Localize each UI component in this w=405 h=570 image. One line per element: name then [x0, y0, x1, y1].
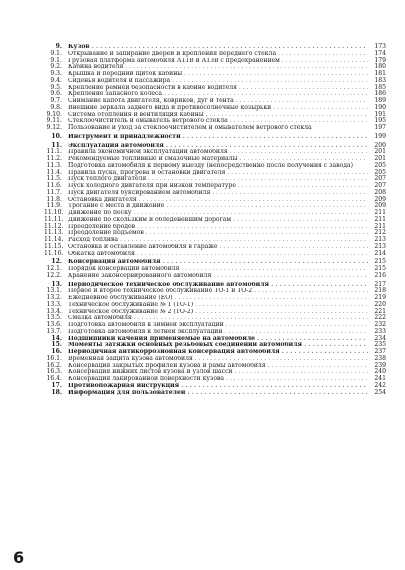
toc-entry-title: Обкатка автомобиля . . . [68, 251, 368, 258]
toc-entry-title: Преодоление подъемов . . . [68, 230, 368, 237]
toc-entry [44, 302, 386, 309]
toc-entry [44, 342, 386, 349]
toc-entry-page: 205 [374, 161, 386, 169]
toc-entry-title: Внешние зеркала заднего вида и противосолнечные козырьки . . . [68, 105, 368, 112]
toc-entry-page: 174 [374, 49, 386, 57]
toc-entry-page: 221 [374, 307, 386, 315]
toc-entry [44, 64, 386, 71]
toc-entry [44, 266, 386, 273]
toc-entry [44, 58, 386, 65]
toc-entry-page: 189 [374, 97, 386, 104]
toc-entry-title: Консервация нижних листов кузова и узлов шасси . . . [68, 369, 368, 376]
toc-entry-title: Пуск холодного двигателя при низкой температуре . . . [68, 183, 368, 190]
toc-entry [44, 44, 386, 51]
toc-entry-number: 10. [51, 132, 62, 140]
toc-entry [44, 390, 386, 397]
toc-entry-page: 233 [374, 327, 386, 335]
toc-entry-number: 13.5. [46, 314, 62, 322]
toc-entry-page: 195 [374, 117, 386, 125]
toc-entry [44, 217, 386, 224]
toc-entry-page: 209 [374, 202, 386, 210]
toc-entry-number: 16. [51, 348, 62, 355]
toc-entry-title: Грузовая платформа автомобиля А11В и А13В с предохранением . . . [68, 58, 368, 65]
toc-entry [44, 329, 386, 336]
toc-entry [44, 336, 386, 343]
toc-entry-number: 18. [51, 388, 62, 396]
toc-entry-title: Преодоление бродов . . . [68, 224, 368, 231]
page-number: 6 [13, 548, 25, 567]
toc-entry-number: 14. [51, 334, 62, 342]
toc-entry-title: Временная защита кузова автомобиля . . . [68, 356, 368, 363]
toc-entry-page: 218 [374, 287, 386, 295]
toc-entry-number: 9.2. [50, 63, 62, 71]
toc-entry-title: Инструмент и принадлежности . . . [68, 134, 368, 141]
toc-entry [44, 125, 386, 132]
toc-entry-number: 9.8. [50, 103, 62, 111]
toc-entry-number: 11.12. [44, 222, 64, 230]
toc-entry [44, 134, 386, 141]
toc-entry-title: Смазка автомобиля . . . [68, 315, 368, 322]
toc-entry-number: 11.3. [46, 161, 62, 169]
toc-entry-number: 13.2. [46, 294, 62, 301]
toc-entry-title: Эксплуатация автомобиля . . . [68, 143, 368, 150]
toc-entry-page: 215 [374, 258, 386, 266]
toc-entry [44, 203, 386, 210]
toc-entry-number: 9.1. [50, 56, 62, 64]
toc-entry [44, 383, 386, 390]
toc-entry-title: Пуск двигателя буксированием автомобиля . . . [68, 190, 368, 197]
toc-entry-number: 16.1. [46, 354, 62, 362]
toc-entry-page: 209 [374, 195, 386, 203]
toc-entry [44, 51, 386, 58]
toc-entry-page: 191 [374, 110, 386, 118]
toc-entry-page: 173 [374, 43, 386, 50]
toc-entry [44, 91, 386, 98]
toc-entry-title: Открывание и запирание дверей и крепления переднего стекла . . . [68, 51, 368, 58]
toc-entry-title: Хранение законсервированного автомобиля . . . [68, 273, 368, 280]
toc-entry [44, 237, 386, 244]
toc-entry-title: Движение по песку . . . [68, 210, 368, 217]
toc-entry-page: 240 [374, 368, 386, 376]
toc-entry-number: 11.15. [44, 242, 64, 250]
toc-entry-page: 238 [374, 354, 386, 362]
toc-entry-title: Крепление запасного колеса . . . [68, 91, 368, 98]
toc-entry-page: 181 [374, 70, 386, 77]
toc-entry-number: 11.4. [46, 168, 62, 176]
toc-entry-number: 9.3. [50, 70, 62, 77]
toc-entry-title: Техническое обслуживание № 1 (ТО-1) . . . [68, 302, 368, 309]
toc-entry-title: Первое и второе техническое обслуживание ТО-1 и ТО-2 . . . [68, 288, 368, 295]
toc-entry-number: 13.6. [46, 321, 62, 328]
toc-entry-title: Крепление ремней безопасности в кабине водителя . . . [68, 85, 368, 92]
toc-entry-page: 207 [374, 175, 386, 183]
toc-entry [44, 197, 386, 204]
toc-entry-number: 16.3. [46, 368, 62, 376]
toc-entry-page: 239 [374, 361, 386, 369]
toc-entry-page: 180 [374, 63, 386, 71]
toc-entry-number: 11.9. [46, 202, 62, 210]
toc-entry-title: Движение по скользким и обледеневшим дорогам . . . [68, 217, 368, 224]
toc-entry [44, 309, 386, 316]
toc-entry-number: 13.1. [46, 287, 62, 295]
toc-entry-number: 11.5. [46, 175, 62, 183]
toc-entry-number: 13.3. [46, 300, 62, 308]
toc-entry-number: 13.4. [46, 307, 62, 315]
toc-entry-number: 11.1. [46, 148, 62, 156]
toc-entry [44, 322, 386, 329]
toc-entry [44, 288, 386, 295]
toc-entry-page: 213 [374, 242, 386, 250]
toc-entry-title: Подготовка автомобиля к первому выезду (непосредственно после получения с завода) [68, 161, 353, 169]
toc-entry-number: 12.2. [46, 271, 62, 279]
toc-entry-page: 216 [374, 271, 386, 279]
toc-entry-page: 190 [374, 103, 386, 111]
toc-entry-title: Трогание с места и движение . . . [68, 203, 368, 210]
toc-entry [44, 210, 386, 217]
toc-entry-number: 16.2. [46, 361, 62, 369]
toc-entry-title: Расход топлива . . . [68, 237, 368, 244]
toc-entry-page: 217 [374, 280, 386, 288]
table-of-contents [44, 44, 386, 396]
toc-entry-page: 214 [374, 249, 386, 257]
toc-entry-title: Сиденья водителя и пассажира . . . [68, 78, 368, 85]
toc-entry [44, 98, 386, 105]
toc-entry [44, 244, 386, 251]
toc-entry-number: 9.12. [46, 124, 62, 131]
toc-entry-title: Снимание капота двигателя, ковриков, дуг и тента . . . [68, 98, 368, 105]
toc-entry-page: 201 [374, 155, 386, 162]
toc-entry-number: 12. [51, 258, 62, 266]
toc-entry [44, 163, 386, 170]
toc-entry-title: Консервация автомобиля . . . [68, 259, 368, 266]
toc-entry-page: 211 [374, 222, 386, 230]
toc-entry-page: 254 [374, 388, 386, 396]
toc-entry-number: 9. [55, 43, 62, 50]
toc-entry-page: 201 [374, 148, 386, 156]
toc-entry [44, 259, 386, 266]
toc-entry-title: Техническое обслуживание № 2 (ТО-2) . . . [68, 309, 368, 316]
toc-entry-title: Периодическое техническое обслуживание автомобиля . . . [68, 282, 368, 289]
toc-entry [44, 105, 386, 112]
toc-entry [44, 190, 386, 197]
toc-entry-number: 11.8. [46, 195, 62, 203]
toc-entry-number: 9.10. [46, 110, 62, 118]
toc-entry [44, 71, 386, 78]
toc-entry-title: Правила пуска, прогрева и остановки двигателя . . . [68, 170, 368, 177]
toc-entry-number: 12.1. [46, 265, 62, 272]
toc-entry [44, 112, 386, 119]
toc-entry-number: 9.6. [50, 90, 62, 98]
toc-entry-page: 207 [374, 182, 386, 189]
toc-entry-title: Кузов . . . [68, 44, 368, 51]
toc-entry-page: 237 [374, 348, 386, 355]
toc-entry [44, 282, 386, 289]
toc-entry [44, 376, 386, 383]
toc-entry-page: 200 [374, 141, 386, 149]
toc-entry [44, 315, 386, 322]
toc-entry [44, 369, 386, 376]
toc-entry-title: Ежедневное обслуживание (ЕО) . . . [68, 295, 368, 302]
toc-entry [44, 149, 386, 156]
toc-entry-title: Подготовка автомобиля к зимней эксплуатации . . . [68, 322, 368, 329]
toc-entry-page: 186 [374, 90, 386, 98]
toc-entry-page: 212 [374, 229, 386, 237]
toc-entry-page: 242 [374, 381, 386, 389]
toc-entry-title: Подготовка автомобиля к летней эксплуатации . . . [68, 329, 368, 336]
toc-entry-number: 11.6. [46, 182, 62, 189]
toc-entry-page: 232 [374, 321, 386, 328]
toc-entry-number: 15. [51, 341, 62, 349]
toc-entry-page: 219 [374, 294, 386, 301]
toc-entry [44, 356, 386, 363]
toc-entry [44, 143, 386, 150]
toc-entry-title: Противопожарная инструкция . . . [68, 383, 368, 390]
toc-entry-number: 9.1. [50, 49, 62, 57]
toc-entry-page: 199 [374, 132, 386, 140]
toc-entry-number: 9.11. [46, 117, 62, 125]
toc-entry-page: 235 [374, 341, 386, 349]
toc-entry-title: Система отопления и вентиляция кабины . . . [68, 112, 368, 119]
toc-entry-page: 179 [374, 56, 386, 64]
toc-entry-page: 185 [374, 83, 386, 91]
toc-entry-page: 220 [374, 300, 386, 308]
toc-entry-page: 234 [374, 334, 386, 342]
toc-entry-number: 16.4. [46, 375, 62, 382]
toc-entry-number: 11.2. [46, 155, 62, 162]
toc-entry [44, 176, 386, 183]
toc-entry-page: 215 [374, 265, 386, 272]
toc-entry [44, 295, 386, 302]
toc-entry [44, 224, 386, 231]
toc-entry-title: Пользование и уход за стеклоочистителем и омывателем ветрового стекла [68, 124, 312, 131]
toc-entry-number: 11.10. [44, 209, 64, 216]
toc-entry-title: Периодичная антикоррозионная консервация автомобиля . . . [68, 349, 368, 356]
toc-entry-page: 183 [374, 76, 386, 84]
toc-entry-number: 13. [51, 280, 62, 288]
toc-entry-number: 9.5. [50, 83, 62, 91]
toc-entry-title: Порядок консервации автомобиля . . . [68, 266, 368, 273]
toc-entry-title: Стеклоочиститель и омыватель ветрового стекла . . . [68, 118, 368, 125]
toc-entry-page: 211 [374, 209, 386, 216]
toc-entry-number: 9.7. [50, 97, 62, 104]
toc-entry-title: Консервация лакированной поверхности кузова . . . [68, 376, 368, 383]
toc-entry-title: Пуск теплого двигателя . . . [68, 176, 368, 183]
toc-entry-number: 9.4. [50, 76, 62, 84]
toc-entry [44, 85, 386, 92]
toc-entry [44, 251, 386, 258]
toc-entry-number: 11.11. [44, 215, 64, 223]
toc-entry-number: 13.7. [46, 327, 62, 335]
toc-entry [44, 363, 386, 370]
toc-entry-title: Рекомендуемые топливные и смазочные материалы . . . [68, 156, 368, 163]
toc-entry-title: Правила экономичной эксплуатации автомобиля . . . [68, 149, 368, 156]
toc-entry [44, 230, 386, 237]
toc-entry-page: 211 [374, 215, 386, 223]
toc-entry-title: Подшипники качения применяемые на автомобиле . . . [68, 336, 368, 343]
toc-entry-page: 208 [374, 188, 386, 196]
toc-entry [44, 183, 386, 190]
toc-entry-title: Моменты затяжки основных резьбовых соединений автомобиля . . . [68, 342, 368, 349]
toc-entry-title: Кабина водителя . . . [68, 64, 368, 71]
toc-entry [44, 349, 386, 356]
toc-entry-title: Консервация закрытых профилей кузова и рамы автомобиля . . . [68, 363, 368, 370]
toc-entry-title: Остановка двигателя . . . [68, 197, 368, 204]
toc-entry-number: 11.14. [44, 236, 64, 243]
toc-entry [44, 273, 386, 280]
toc-entry-title: Информация для пользователей . . . [68, 390, 368, 397]
toc-entry [44, 78, 386, 85]
toc-entry-page: 241 [374, 375, 386, 382]
toc-entry-page: 197 [374, 124, 386, 131]
toc-entry-title: Остановка и оставление автомобиля в гараже . . . [68, 244, 368, 251]
toc-entry-page: 205 [374, 168, 386, 176]
toc-entry-number: 11.7. [46, 188, 62, 196]
toc-entry-title: Крышка и передний щиток кабины . . . [68, 71, 368, 78]
toc-entry-page: 222 [374, 314, 386, 322]
toc-entry-page: 213 [374, 236, 386, 243]
toc-entry-number: 17. [51, 381, 62, 389]
toc-entry-number: 11. [51, 141, 62, 149]
toc-entry [44, 170, 386, 177]
toc-entry-number: 11.13. [44, 229, 64, 237]
toc-entry-number: 11.16. [44, 249, 64, 257]
